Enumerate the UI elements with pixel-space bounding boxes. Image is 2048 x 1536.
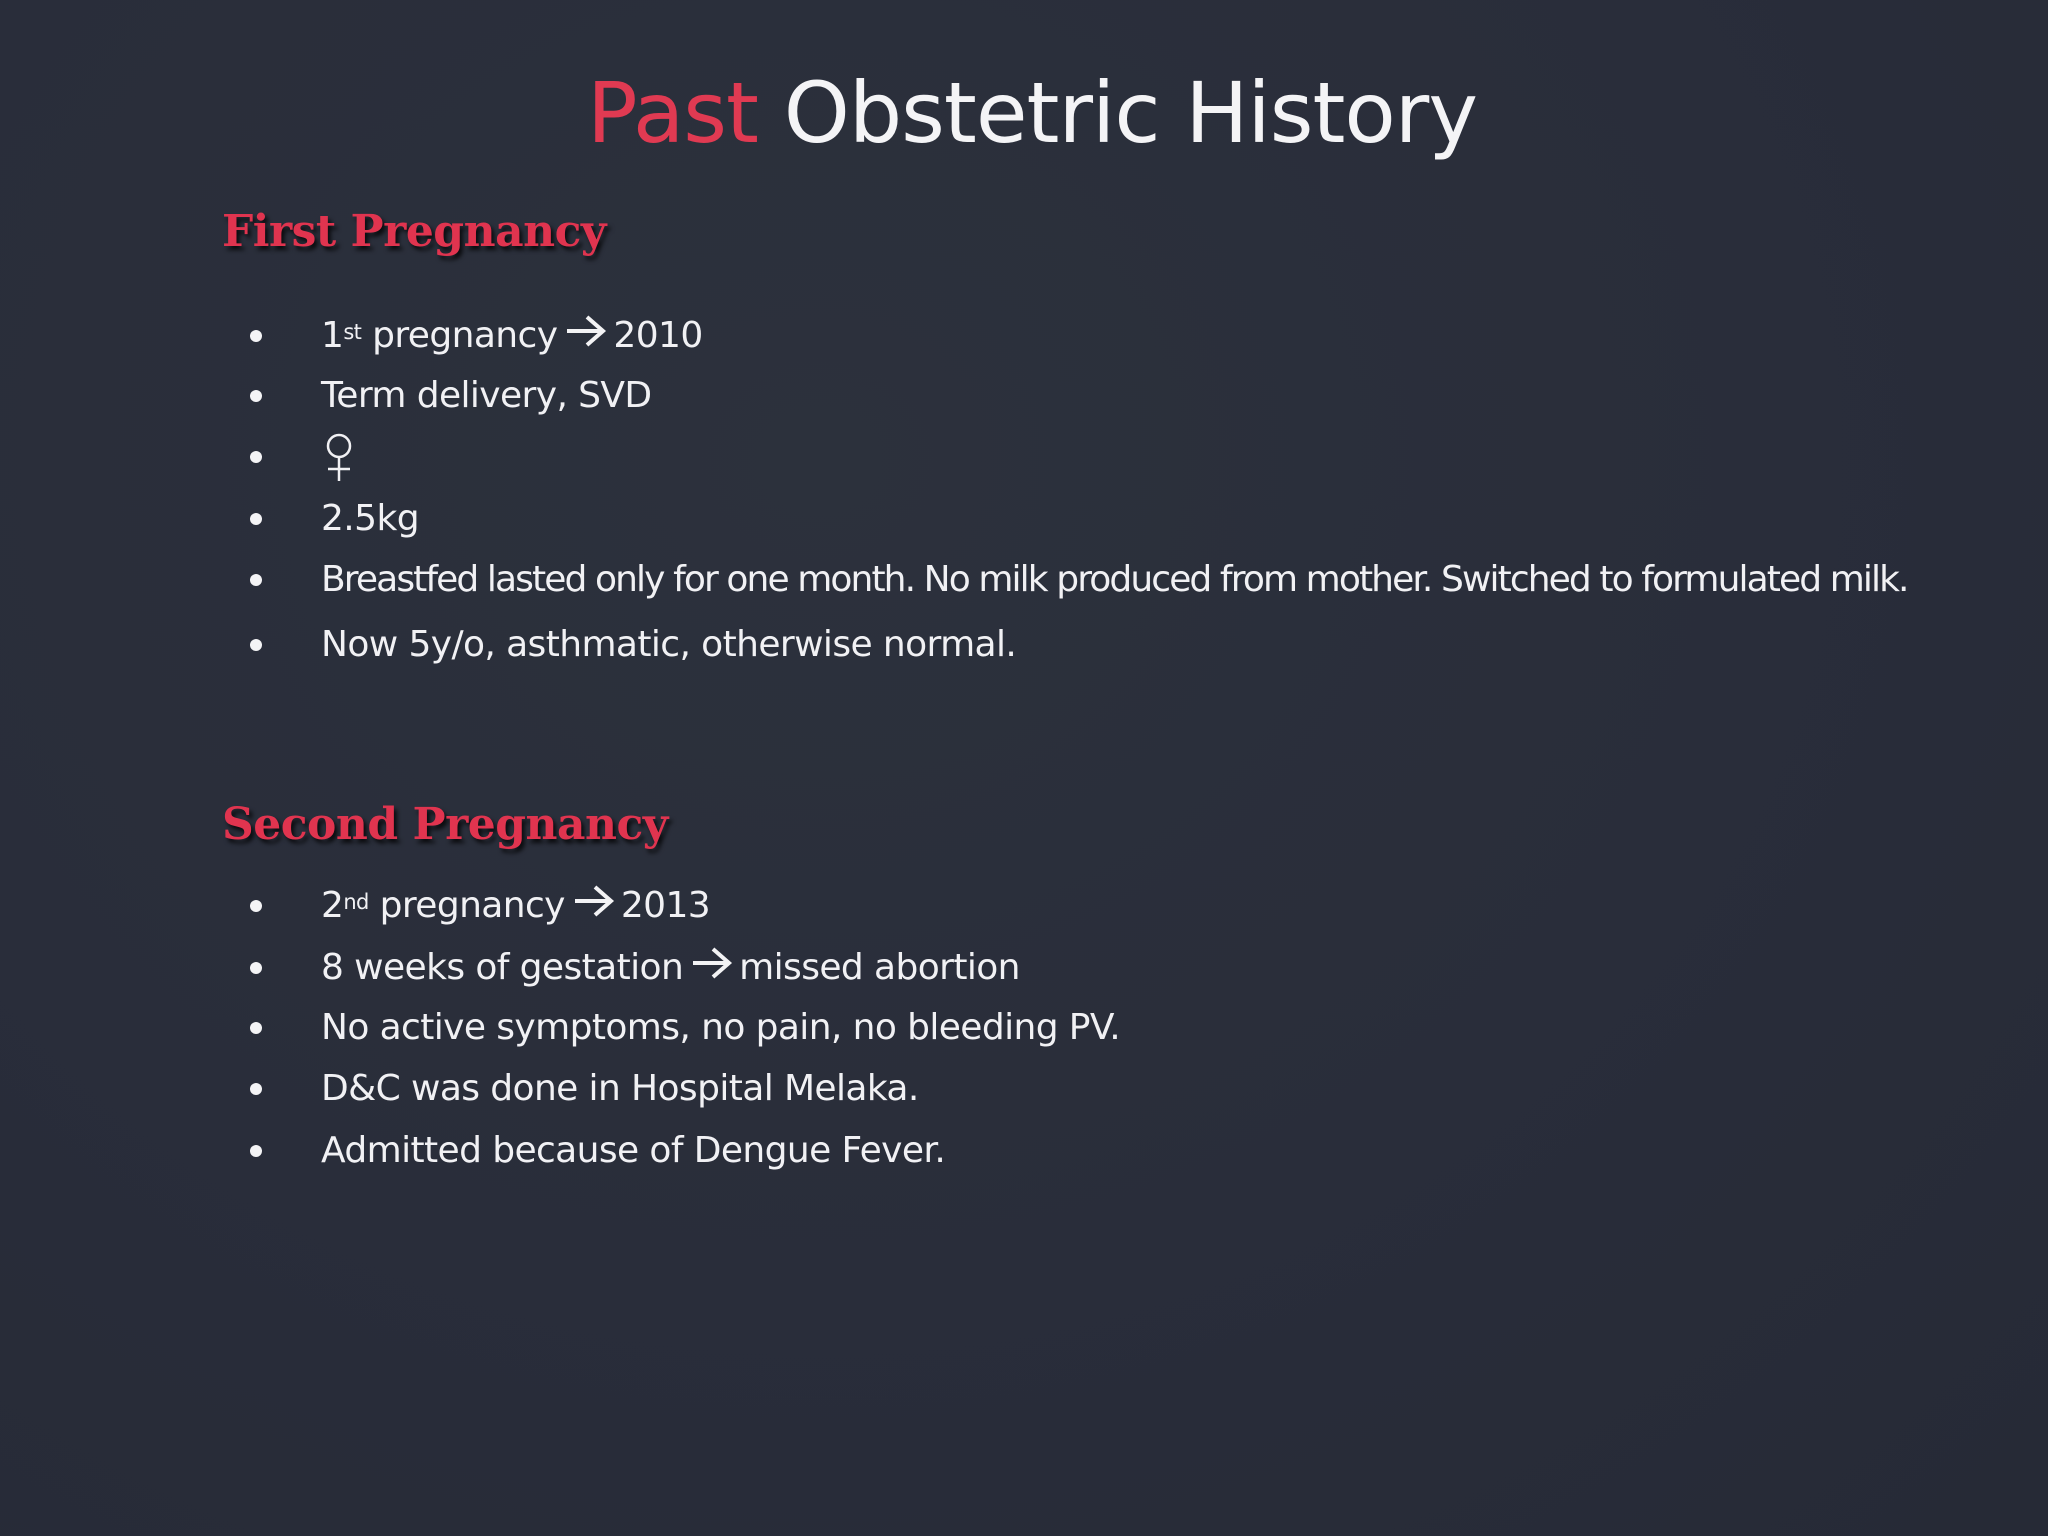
title-rest: Obstetric History [783, 64, 1478, 162]
bullet-icon [250, 1083, 262, 1095]
pregnancy-label: pregnancy [372, 315, 558, 356]
first-pregnancy-heading: First Pregnancy [222, 206, 606, 257]
right-arrow-icon [563, 313, 609, 349]
bullet-icon [250, 574, 262, 586]
list-item-text: Term delivery, SVD [321, 375, 652, 416]
slide-title [0, 58, 2048, 168]
bullet-icon [250, 1022, 262, 1034]
bullet-icon [250, 451, 262, 463]
ordinal: 2 [321, 885, 344, 926]
list-item-text: D&C was done in Hospital Melaka. [321, 1068, 919, 1109]
title-accent: Past [586, 64, 758, 162]
bullet-icon [250, 390, 262, 402]
bullet-icon [250, 962, 262, 974]
right-arrow-icon [571, 883, 617, 919]
bullet-icon [250, 900, 262, 912]
list-item-text: Breastfed lasted only for one month. No milk produced from mother. Switched to formulated milk. [321, 559, 1908, 600]
ordinal-suffix: st [343, 320, 362, 344]
list-item-text: 2.5kg [321, 498, 419, 539]
bullet-icon [250, 1145, 262, 1157]
second-pregnancy-heading: Second Pregnancy [222, 799, 668, 850]
female-sign-icon [321, 431, 357, 483]
right-arrow-icon [689, 945, 735, 981]
bullet-icon [250, 330, 262, 342]
outcome-text: missed abortion [739, 947, 1020, 988]
list-item-text: Admitted because of Dengue Fever. [321, 1130, 946, 1171]
list-item-text: No active symptoms, no pain, no bleeding PV. [321, 1007, 1121, 1048]
ordinal: 1 [321, 315, 344, 356]
list-item-text: Now 5y/o, asthmatic, otherwise normal. [321, 624, 1017, 665]
pregnancy-label: pregnancy [379, 885, 565, 926]
gestation-text: 8 weeks of gestation [321, 947, 684, 988]
pregnancy-year: 2013 [620, 885, 711, 926]
ordinal-suffix: nd [343, 890, 369, 914]
bullet-icon [250, 639, 262, 651]
pregnancy-year: 2010 [613, 315, 703, 356]
bullet-icon [250, 513, 262, 525]
